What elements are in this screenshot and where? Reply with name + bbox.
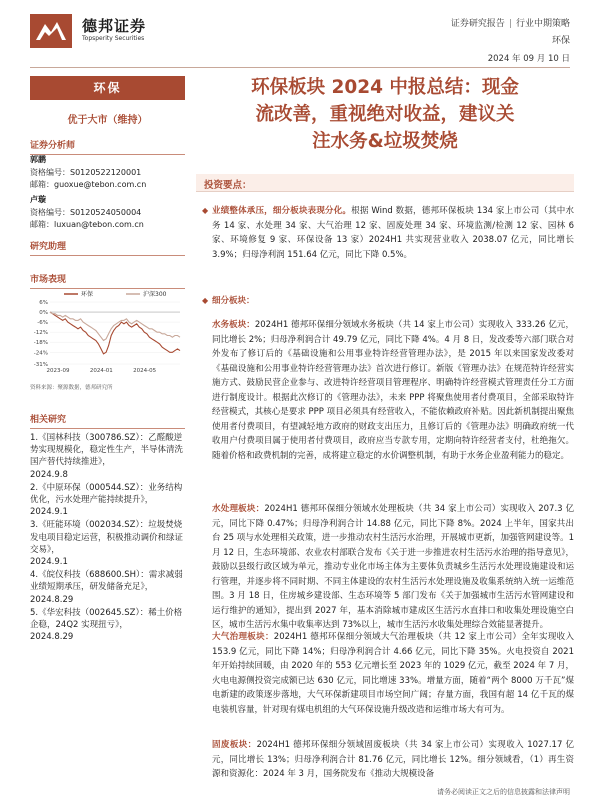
y-tick-label: 0%: [39, 310, 48, 317]
x-tick-label: 2024-05: [133, 368, 157, 374]
chart-source: 资料来源：聚源数据，德邦研究所: [30, 385, 113, 391]
series-line-hs300: [50, 312, 180, 340]
related-item[interactable]: [30, 432, 185, 481]
logo-mark-icon: [30, 14, 72, 48]
wastewater-text: 2024H1 德邦环保细分领域水处理板块（共 34 家上市公司）实现收入 207.3 亿元，同比下降 0.47%；归母净利润合计 14.88 亿元，同比下降 8%。2024 上半年，国家共出台 25 项与水处理相关政策，进一步推动农村生活污水治理，开展城市更新，加强管网建设等。1 月 12 日，生态环境部、农业农村部联合发布《关于进一步推进农村生活污水治理的指导意见》，鼓励以县级行政区域为单元，推动专业化市场主体为主要体负责城乡生活污水处理设施建设和运行管理，并逐步将不同时期、不同主体建设的农村生活污水处理设施及收集系统纳入统一运维范围。3 月 18 日，住房城乡建设部、生态环境等 5 部门发布《关于加强城市生活污水管网建设和运行维护的通知》，提出到 2027 年，基本消除城市建成区生活污水直排口和收集处理设施空白区，城市生活污水集中收集率达到 73%以上，城市生活污水收集处理综合效能显著提升。: [212, 504, 574, 630]
investment-rating: 优于大市（维持）: [67, 115, 148, 126]
solid-lead: 固废板块：: [212, 740, 257, 750]
related-item[interactable]: [30, 482, 185, 519]
report-industry: 环保: [551, 36, 570, 46]
summary-bar: [196, 174, 574, 192]
analyst-heading: 证券分析师: [30, 138, 185, 155]
market-heading: 市场表现: [30, 272, 185, 289]
report-category: 行业中期策略: [515, 19, 570, 29]
air-text: 2024H1 德邦环保细分领域大气治理板块（共 12 家上市公司）全年实现收入 153.9 亿元，同比下降 14%；归母净利润合计 4.66 亿元，同比下降 35%。火电投资自 2021 年开始持续回暖，由 2020 年的 553 亿元增长至 2023 年的 1029 亿元，截至 2024 年 7 月，火电电源侧投资完成额已达 630 亿元，同比增速 33%。增量方面，随着“两个 8000 万千瓦”煤电新建的政策逐步落地，大气环保新建项目市场空间广阔；存量方面，我国有超 14 亿千瓦的煤电装机容量，针对现有煤电机组的大气环保设施升级改造和运维市场大有可为。: [212, 632, 574, 715]
report-date: 2024 年 09 月 10 日: [487, 54, 570, 64]
summary-paragraph: [212, 204, 574, 262]
water-lead: 水务板块：: [212, 320, 255, 330]
analyst-block-1: [30, 154, 185, 192]
x-tick-label: 2023-09: [46, 368, 70, 374]
related-item[interactable]: [30, 569, 185, 606]
y-tick-label: -31%: [33, 362, 48, 368]
report-title: [196, 74, 574, 155]
related-item-date: 2024.9.1: [30, 557, 68, 568]
air-paragraph: [212, 630, 574, 717]
market-performance-chart: [30, 288, 185, 380]
title-line: 流改善，重视绝对收益，建议关: [255, 104, 515, 125]
wastewater-lead: 水处理板块：: [212, 504, 265, 514]
summary-text: 根据 Wind 数据，德邦环保板块 134 家上市公司（其中水务 14 家、水处理 34 家、大气治理 12 家、固废处理 34 家、环境监测/检测 12 家、园林 6 家、环境修复 9 家、环保设备 13 家）2024H1 共实现营业收入 2038.07 亿元，同比增长 3.9%；归母净利润 151.64 亿元，同比下降 0.5%。: [212, 206, 574, 260]
sub-heading: 细分板块：: [212, 296, 255, 306]
wastewater-paragraph: [212, 502, 574, 633]
related-item[interactable]: [30, 519, 185, 568]
water-text: 2024H1 德邦环保细分领域水务板块（共 14 家上市公司）实现收入 333.26 亿元，同比增长 2%；归母净利润合计 49.79 亿元，同比下降 4%。4 月 8 日，发改委等六部门联合对外发布了修订后的《基础设施和公用事业特许经营管理办法》，是 2015 年以来国家发改委对《基础设施和公用事业特许经营管理办法》首次进行修订。新版《管理办法》在规范特许经营实施方式、鼓励民营企业参与、改进特许经营项目管理程序、明确特许经营模式管理责任分工方面进行制度设计。根据此次修订的《管理办法》，未来 PPP 将聚焦使用者付费项目，全部采取特许经营模式，其核心是要求 PPP 项目必须具有经营收入，不能依赖政府补贴。因此新机制提出聚焦使用者付费项目，有望减轻地方政府的财政支出压力，且修订后的《管理办法》明确政府统一代收用户付费项目属于使用者付费项目，政府应当专款专用，定期向特许经营者支付，杜绝拖欠。随着价格和政费机制的完善，成将建立稳定的水价调整机制，有助于水务企业盈利能力的稳定。: [212, 320, 574, 461]
legend-label: 沪深300: [143, 291, 167, 298]
related-item-date: 2024.9.1: [30, 507, 68, 518]
related-item-title: 1.《国林科技（300786.SZ）：乙醛酸逆势实现规模化，稳定性生产，半导体清洗国产替代持续推进》，: [30, 433, 184, 468]
related-item[interactable]: [30, 607, 185, 644]
meta-separator: |: [508, 19, 512, 29]
x-tick-label: 2024-01: [89, 368, 113, 374]
summary-lead: 业绩整体承压，细分板块表现分化。: [212, 206, 352, 216]
related-list: [30, 432, 185, 644]
y-tick-label: -12%: [33, 330, 48, 337]
related-item-date: 2024.9.8: [30, 469, 68, 480]
legend-label: 环保: [81, 291, 94, 298]
y-tick-label: -6%: [37, 320, 48, 327]
analyst-cert: 资格编号：S0120522120001: [30, 167, 142, 177]
air-lead: 大气治理板块：: [212, 632, 274, 642]
y-tick-label: 6%: [39, 300, 48, 306]
related-item-title: 5.《华宏科技（002645.SZ）：稀土价格企稳，24Q2 实现扭亏》，: [30, 607, 183, 631]
water-paragraph: [212, 318, 574, 463]
y-tick-label: -18%: [33, 340, 48, 347]
brand-name: 德邦证券: [82, 17, 147, 35]
assistant-heading: 研究助理: [30, 239, 185, 256]
analyst-name: 卢璇: [30, 195, 46, 204]
related-item-title: 2.《中原环保（000544.SZ）：业务结构优化，污水处理产能持续提升》，: [30, 482, 183, 506]
report-type: 证券研究报告: [450, 19, 505, 29]
solid-text: 2024H1 德邦环保细分领域固废板块（共 34 家上市公司）实现收入 1027.17 亿元，同比增长 13%；归母净利润合计 81.76 亿元，同比增长 12%。细分领域看，（1）再生资源和资源化：2024 年 3 月，国务院发布《推动大规模设备: [212, 740, 574, 779]
related-item-date: 2024.8.29: [30, 632, 74, 643]
footer-disclaimer: 请务必阅读正文之后的信息披露和法律声明: [437, 788, 570, 796]
title-line: 注水务&垃圾焚烧: [312, 131, 458, 152]
related-heading: 相关研究: [30, 412, 185, 429]
related-item-title: 3.《旺能环境（002034.SZ）：垃圾焚烧发电项目稳定运营，积极推动调价和绿证交易》，: [30, 520, 184, 555]
bullet-icon: ◆: [202, 206, 209, 215]
related-item-date: 2024.8.29: [30, 594, 74, 605]
header-divider: [30, 67, 570, 68]
brand-name-en: Topsperity Securities: [82, 35, 145, 42]
analyst-name: 郭鹏: [30, 155, 46, 164]
y-tick-label: -24%: [33, 350, 48, 357]
brand-logo: [30, 14, 165, 50]
analyst-cert: 资格编号：S0120524050004: [30, 207, 142, 217]
analyst-email: 邮箱：guoxue@tebon.com.cn: [30, 180, 147, 189]
report-meta: [451, 16, 570, 29]
summary-heading: 投资要点：: [204, 180, 252, 191]
sector-tag: 环保: [30, 76, 185, 100]
analyst-email: 邮箱：luxuan@tebon.com.cn: [30, 220, 144, 229]
bullet-icon: ◆: [202, 296, 209, 305]
title-line: 环保板块 2024 中报总结：现金: [251, 77, 519, 98]
solid-paragraph: [212, 738, 574, 782]
analyst-block-2: [30, 194, 185, 232]
related-item-title: 4.《皖仪科技（688600.SH）：需求减弱业绩短期承压，研发储备充足》，: [30, 570, 183, 593]
